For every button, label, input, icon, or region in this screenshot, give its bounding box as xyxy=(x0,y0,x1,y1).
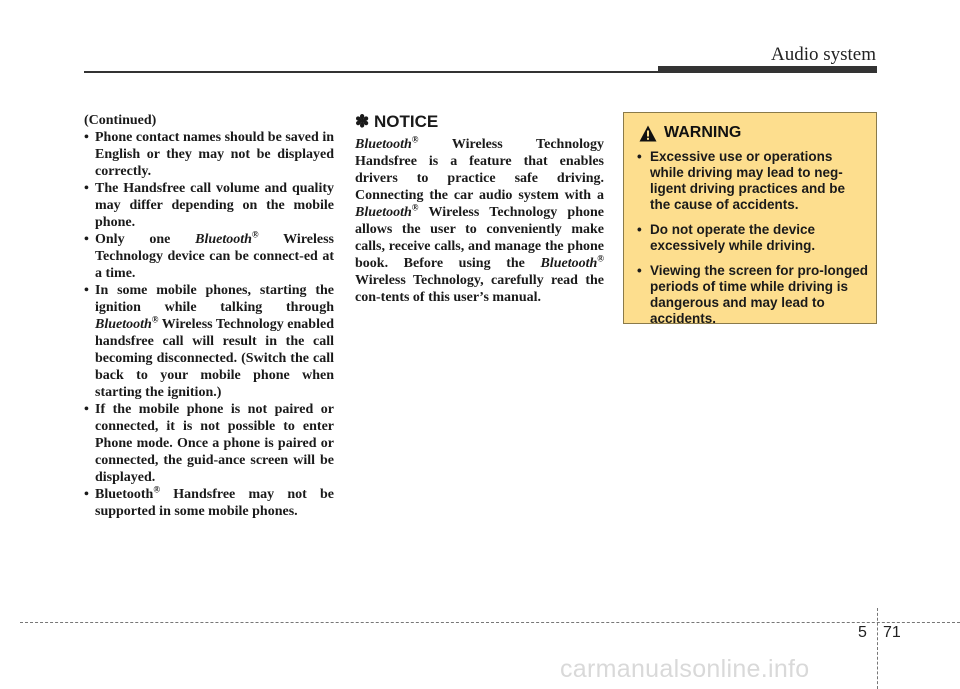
header-rule xyxy=(84,71,660,73)
warning-list xyxy=(637,149,869,336)
list-item: • Bluetooth® Handsfree may not be supported in some mobile phones. xyxy=(84,484,334,519)
footer-divider xyxy=(877,608,878,689)
left-column xyxy=(84,112,334,520)
list-item: • Only one Bluetooth® Wireless Technology device can be connect-ed at a time. xyxy=(84,229,334,281)
notice-body: Bluetooth® Wireless Technology Handsfree is a feature that enables drivers to practice safe driving. Connecting the car audio system with a Bluetooth® Wireless Technology phone allows the user to conveniently make calls, receive calls, and manage the phone book. Before using the Bluetooth® Wireless Technology, carefully read the con-tents of this user’s manual. xyxy=(355,134,604,305)
warning-header xyxy=(639,123,741,143)
header-title: Audio system xyxy=(770,44,876,65)
warning-title: WARNING xyxy=(664,124,742,141)
notice-section xyxy=(355,112,604,306)
page-number: 71 xyxy=(883,624,901,641)
list-item: • Phone contact names should be saved in English or they may not be displayed correctly. xyxy=(84,130,334,179)
warning-triangle-icon xyxy=(639,125,657,142)
section-number: 5 xyxy=(858,624,867,641)
warning-item: • Do not operate the device excessively while driving. xyxy=(637,222,816,253)
list-item: • In some mobile phones, starting the ignition while talking through Bluetooth® Wireless Technology enabled handsfree call will result in the call becoming disconnected. (Switch the call back to your mobile phone when starting the ignition.) xyxy=(84,283,334,400)
continued-label: (Continued) xyxy=(84,113,157,128)
warning-item: • Excessive use or operations while driving may lead to neg-ligent driving practices and be the cause of accidents. xyxy=(637,149,846,212)
footer-rule xyxy=(20,622,960,623)
watermark: carmanualsonline.info xyxy=(560,655,810,683)
list-item: • If the mobile phone is not paired or connected, it is not possible to enter Phone mode. Once a phone is paired or connected, the guid-ance screen will be displayed. xyxy=(84,402,334,485)
warning-box xyxy=(623,112,877,324)
warning-item: • Viewing the screen for pro-longed periods of time while driving is dangerous and may lead to accidents. xyxy=(637,263,869,326)
list-item: • The Handsfree call volume and quality may differ depending on the mobile phone. xyxy=(84,181,334,230)
notice-title: ✽ NOTICE xyxy=(355,112,439,131)
header-rule-thick xyxy=(658,66,877,73)
